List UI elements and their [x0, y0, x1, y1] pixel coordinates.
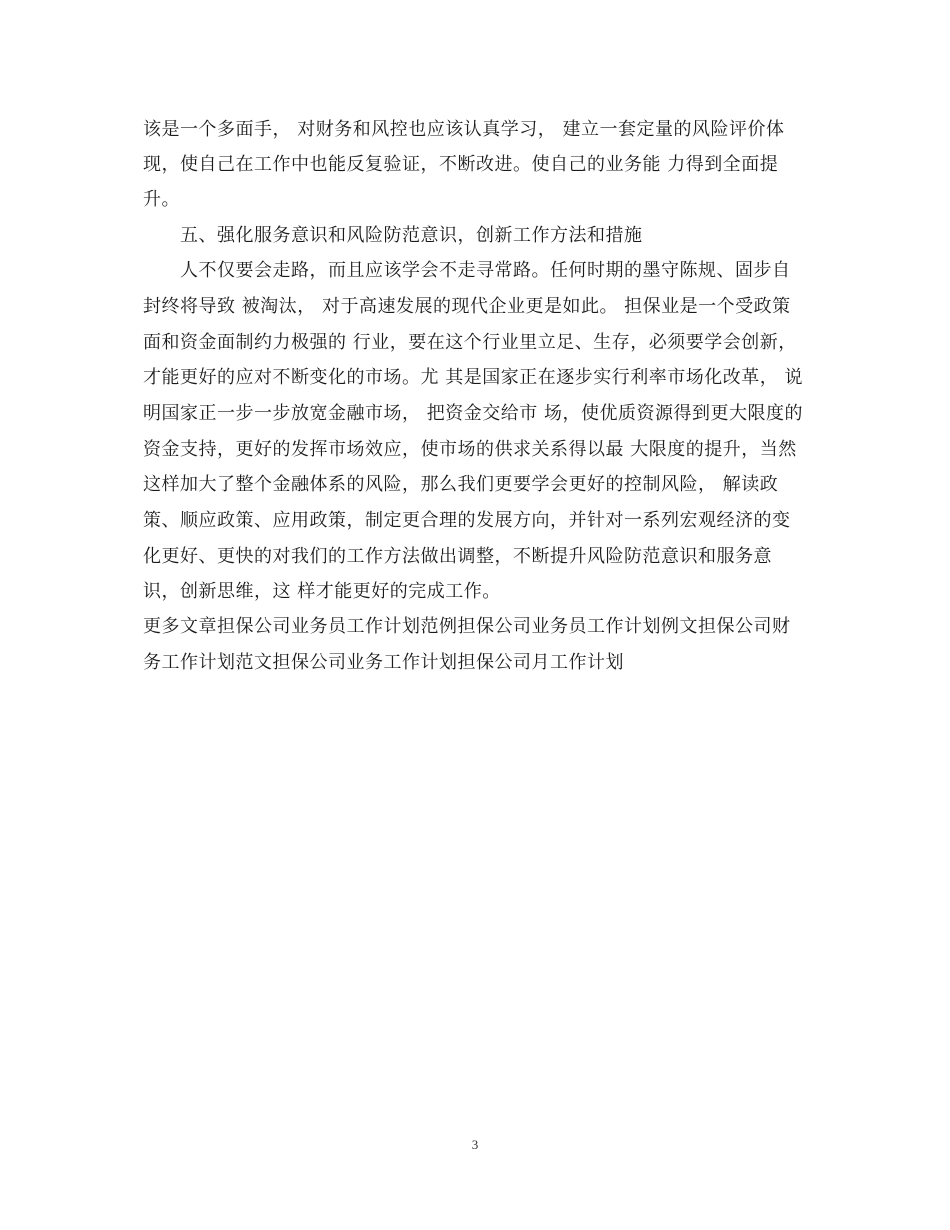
text-line-5: 人不仅要会走路，而且应该学会不走寻常路。任何时期的墨守陈规、固步自: [180, 260, 791, 281]
text-line-2: 现，使自己在工作中也能反复验证，不断改进。使自己的业务能 力得到全面提: [143, 154, 779, 175]
related-articles-line-2: 务工作计划范文担保公司业务工作计划担保公司月工作计划: [143, 652, 624, 673]
text-line-1: 该是一个多面手， 对财务和风控也应该认真学习， 建立一套定量的风险评价体: [143, 119, 785, 140]
text-line-12: 策、顺应政策、应用政策，制定更合理的发展方向，并针对一系列宏观经济的变: [143, 510, 791, 531]
text-line-3: 升。: [143, 189, 180, 210]
related-articles-line-1: 更多文章担保公司业务员工作计划范例担保公司业务员工作计划例文担保公司财: [143, 616, 791, 637]
text-line-7: 面和资金面制约力极强的 行业，要在这个行业里立足、生存，必须要学会创新，: [143, 332, 797, 353]
text-line-6: 封终将导致 被淘汰， 对于高速发展的现代企业更是如此。 担保业是一个受政策: [143, 296, 791, 317]
page-number: 3: [471, 1137, 479, 1152]
text-line-8: 才能更好的应对不断变化的市场。尤 其是国家正在逐步实行利率市场化改革， 说: [143, 367, 803, 388]
text-line-14: 识，创新思维，这 样才能更好的完成工作。: [143, 581, 501, 602]
section-heading: 五、强化服务意识和风险防范意识，创新工作方法和措施: [180, 225, 643, 246]
text-line-11: 这样加大了整个金融体系的风险，那么我们更要学会更好的控制风险， 解读政: [143, 474, 779, 495]
text-line-10: 资金支持，更好的发挥市场效应，使市场的供求关系得以最 大限度的提升，当然: [143, 439, 797, 460]
text-line-13: 化更好、更快的对我们的工作方法做出调整，不断提升风险防范意识和服务意: [143, 546, 772, 567]
text-line-9: 明国家正一步一步放宽金融市场， 把资金交给市 场，使优质资源得到更大限度的: [143, 403, 803, 424]
